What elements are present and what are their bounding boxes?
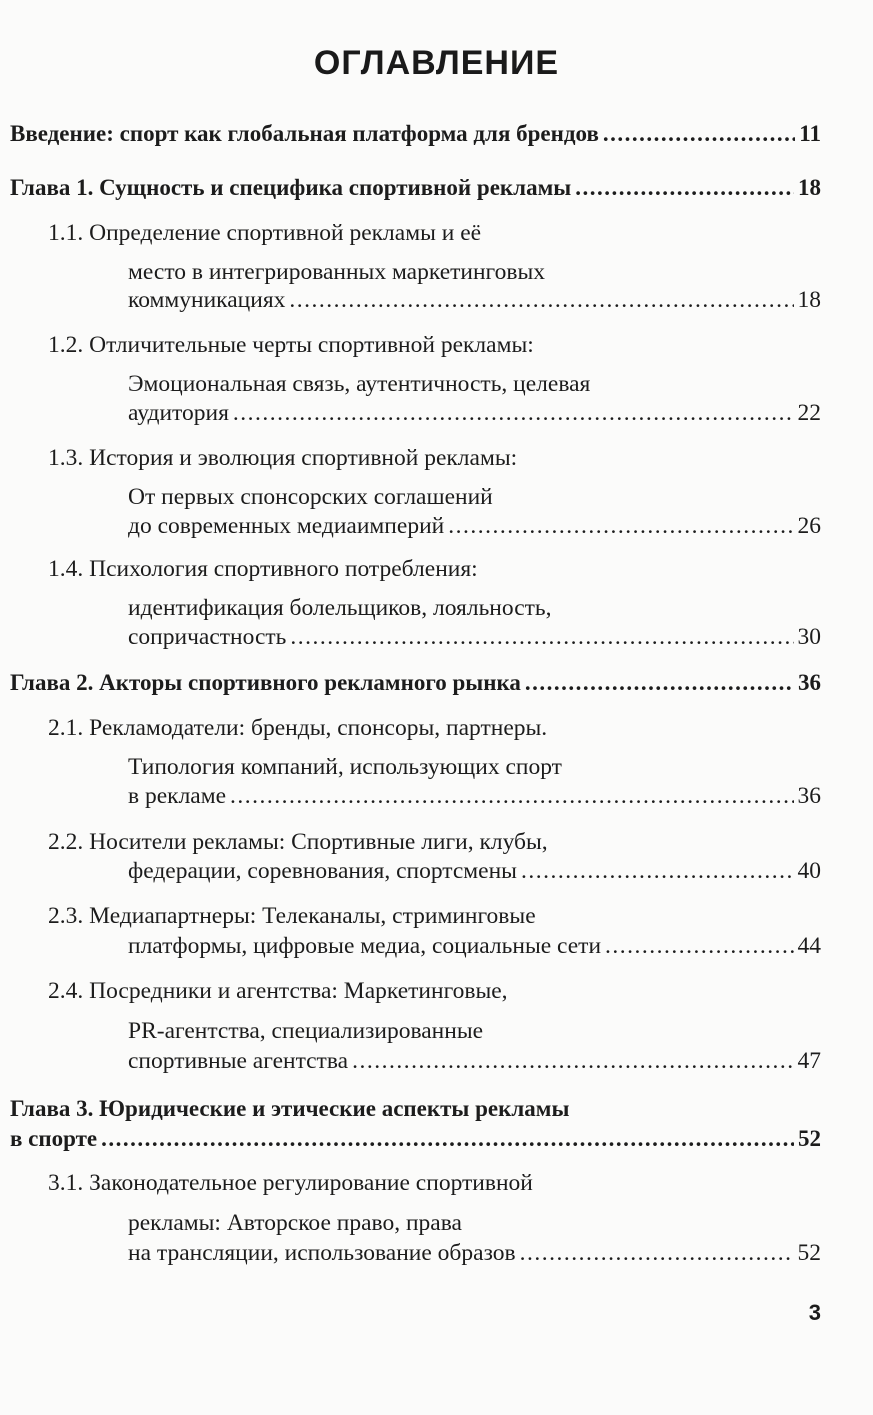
toc-page-ref: 11	[799, 121, 821, 146]
toc-entry-text	[48, 827, 548, 857]
toc-entry-text	[48, 976, 508, 1006]
toc-page-ref: 52	[798, 1126, 821, 1151]
toc-entry-text	[48, 1168, 533, 1198]
toc-entry-title: Сущность и специфика спортивной рекламы	[99, 175, 572, 200]
toc-section-line	[128, 622, 821, 652]
toc-entry-number: 1.4.	[48, 556, 90, 582]
dot-leader	[289, 285, 793, 315]
toc-entry-title: Введение: спорт как глобальная платформа для брендов	[10, 121, 599, 146]
toc-entry-title: Отличительные черты спортивной рекламы:	[89, 332, 534, 358]
toc-entry-number: 2.4.	[48, 978, 90, 1004]
toc-entry-text	[10, 173, 571, 203]
toc-entry-text	[128, 511, 444, 541]
toc-entry-text	[48, 901, 536, 931]
toc-chapter-line	[10, 668, 821, 698]
toc-section-line	[128, 1016, 821, 1046]
toc-entry-text	[128, 285, 285, 315]
toc-section-line	[128, 482, 821, 512]
toc-entry-title: на трансляции, использование образов	[128, 1240, 516, 1266]
toc-entry-title: Носители рекламы: Спортивные лиги, клубы,	[89, 829, 548, 855]
toc-entry-number: 1.2.	[48, 332, 90, 358]
toc-entry-text	[128, 752, 562, 782]
toc-entry-title: Определение спортивной рекламы и её	[89, 220, 482, 246]
toc-entry-title: Медиапартнеры: Телеканалы, стриминговые	[89, 903, 536, 929]
toc-chapter-line	[10, 119, 821, 149]
toc-entry-title: спортивные агентства	[128, 1048, 349, 1074]
toc-section-line	[128, 257, 821, 287]
toc-entry-number: 2.3.	[48, 903, 90, 929]
toc-entry-title: Законодательное регулирование спортивной	[89, 1170, 533, 1196]
toc-entry-title: Психология спортивного потребления:	[89, 556, 478, 582]
toc-chapter-line	[10, 173, 821, 203]
page-number: 3	[808, 1300, 821, 1325]
toc-page-ref: 26	[797, 513, 821, 539]
toc-entry-number: 1.1.	[48, 220, 90, 246]
toc-entry-text	[48, 713, 547, 743]
toc-page-ref: 18	[798, 175, 821, 200]
toc-entry-title: в рекламе	[128, 783, 227, 809]
toc-page-ref: 18	[797, 287, 821, 313]
toc-section-line	[128, 752, 821, 782]
page-title: ОГЛАВЛЕНИЕ	[313, 44, 560, 82]
toc-entry-number: Глава 3.	[10, 1096, 100, 1121]
toc-entry-text	[128, 369, 590, 399]
toc-entry-title: Типология компаний, использующих спорт	[128, 754, 562, 780]
toc-entry-title: Рекламодатели: бренды, спонсоры, партнеры.	[89, 715, 548, 741]
toc-entry-title: рекламы: Авторское право, права	[128, 1210, 462, 1236]
toc-entry-text	[128, 1016, 483, 1046]
toc-entry-text	[48, 554, 478, 584]
toc-entry-number: Глава 1.	[10, 175, 100, 200]
toc-section-line	[128, 1208, 821, 1238]
toc-entry-number: 1.3.	[48, 445, 90, 471]
toc-entry-text	[48, 330, 534, 360]
toc-entry-text	[128, 482, 493, 512]
toc-section-line	[128, 369, 821, 399]
toc-page-ref: 36	[798, 670, 821, 695]
toc-entry-text	[128, 398, 229, 428]
dot-leader	[101, 1124, 794, 1154]
toc-entry-title: федерации, соревнования, спортсмены	[128, 858, 517, 884]
toc-section-line	[128, 1238, 821, 1268]
toc-entry-text	[48, 218, 481, 248]
dot-leader	[233, 398, 794, 428]
toc-entry-text	[128, 1208, 462, 1238]
toc-entry-text	[128, 257, 545, 287]
toc-entry-number: 2.2.	[48, 829, 90, 855]
toc-section-line	[128, 593, 821, 623]
toc-entry-text	[10, 119, 599, 149]
dot-leader	[230, 781, 793, 811]
toc-section-line	[128, 931, 821, 961]
toc-page-ref: 22	[797, 400, 821, 426]
toc-section-line	[48, 827, 821, 857]
dot-leader	[525, 668, 794, 698]
toc-entry-text	[128, 931, 601, 961]
toc-entry-text	[128, 856, 517, 886]
toc-entry-title: Акторы спортивного рекламного рынка	[99, 670, 521, 695]
toc-section-line	[48, 554, 821, 584]
toc-entry-text	[128, 1046, 348, 1076]
toc-entry-title: Посредники и агентства: Маркетинговые,	[89, 978, 508, 1004]
toc-entry-text	[128, 622, 286, 652]
toc-entry-title: От первых спонсорских соглашений	[128, 484, 493, 510]
toc-entry-title: место в интегрированных маркетинговых	[128, 259, 545, 285]
toc-entry-title: История и эволюция спортивной рекламы:	[89, 445, 518, 471]
toc-page-ref: 30	[797, 624, 821, 650]
toc-section-line	[128, 511, 821, 541]
toc-entry-number: 2.1.	[48, 715, 90, 741]
toc-page-ref: 36	[797, 783, 821, 809]
toc-entry-title: PR-агентства, специализированные	[128, 1018, 484, 1044]
toc-entry-title: аудитория	[128, 400, 229, 426]
toc-entry-text	[128, 1238, 516, 1268]
dot-leader	[603, 119, 795, 149]
dot-leader	[521, 856, 794, 886]
toc-entry-title: коммуникациях	[128, 287, 286, 313]
toc-section-line	[128, 1046, 821, 1076]
toc-entry-title: Юридические и этические аспекты рекламы	[99, 1096, 570, 1121]
toc-entry-title: Эмоциональная связь, аутентичность, целевая	[128, 371, 591, 397]
toc-entry-text	[128, 593, 552, 623]
toc-section-line	[48, 1168, 821, 1198]
toc-page-ref: 40	[797, 858, 821, 884]
dot-leader	[448, 511, 793, 541]
toc-entry-text	[10, 1094, 569, 1124]
toc-page-ref: 52	[797, 1240, 821, 1266]
toc-entry-number: Глава 2.	[10, 670, 100, 695]
dot-leader	[575, 173, 794, 203]
toc-entry-text	[48, 443, 517, 473]
dot-leader	[290, 622, 793, 652]
toc-section-line	[48, 976, 821, 1006]
toc-entry-title: сопричастность	[128, 624, 287, 650]
toc-entry-title: идентификация болельщиков, лояльность,	[128, 595, 552, 621]
toc-page-ref: 44	[797, 933, 821, 959]
toc-section-line	[48, 443, 821, 473]
dot-leader	[520, 1238, 794, 1268]
toc-chapter-line	[10, 1124, 821, 1154]
toc-section-line	[128, 398, 821, 428]
toc-section-line	[128, 856, 821, 886]
toc-entry-text	[10, 1124, 97, 1154]
toc-section-line	[48, 901, 821, 931]
toc-entry-title: платформы, цифровые медиа, социальные сети	[128, 933, 602, 959]
toc-section-line	[128, 285, 821, 315]
toc-entry-text	[128, 781, 226, 811]
dot-leader	[605, 931, 793, 961]
toc-section-line	[128, 781, 821, 811]
toc-entry-title: до современных медиаимперий	[128, 513, 445, 539]
toc-entry-title: в спорте	[10, 1126, 98, 1151]
toc-section-line	[48, 218, 821, 248]
toc-section-line	[48, 713, 821, 743]
toc-entry-text	[10, 668, 521, 698]
toc-chapter-line	[10, 1094, 821, 1124]
toc-section-line	[48, 330, 821, 360]
toc-entry-number: 3.1.	[48, 1170, 90, 1196]
toc-page-ref: 47	[797, 1048, 821, 1074]
dot-leader	[352, 1046, 793, 1076]
